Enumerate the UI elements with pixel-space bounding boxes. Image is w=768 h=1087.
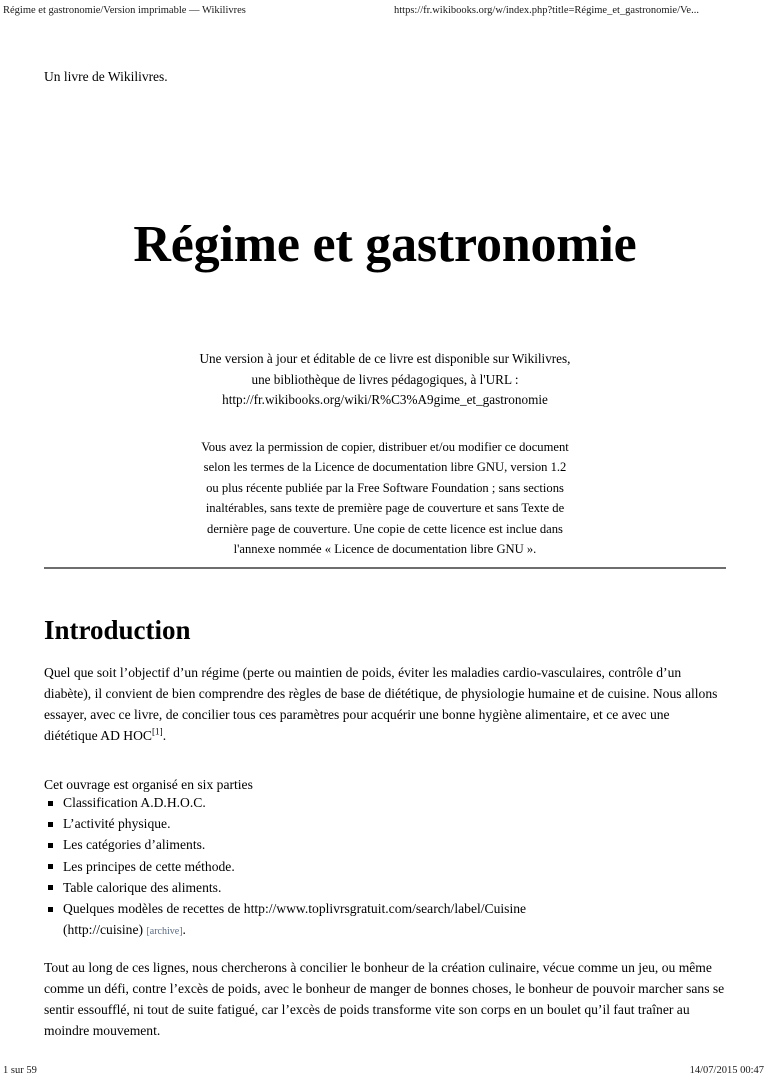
byline: Un livre de Wikilivres.: [44, 69, 168, 84]
license-line-4: inaltérables, sans texte de première page de couverture et sans Texte de: [205, 501, 565, 516]
page-indicator: 1 sur 59: [3, 1065, 37, 1076]
footnote-reference-1[interactable]: [1]: [151, 726, 163, 737]
running-head-url: https://fr.wikibooks.org/w/index.php?title=Régime_et_gastronomie/Ve...: [394, 5, 699, 16]
running-head: [0, 4, 768, 20]
list-item-label: Les principes de cette méthode.: [63, 858, 235, 874]
paragraph-introduction-text: Quel que soit l’objectif d’un régime (perte ou maintien de poids, éviter les maladies cardio-vasculaires, contrôle d’un diabète), il convient de bien comprendre des règles de base de diététique, de physiologie humaine et de cuisine. Nous allons essayer, avec ce livre, de concilier tous ces paramètres pour acquérir une bonne hygiène alimentaire, et ce avec une diététique AD HOC: [44, 664, 718, 744]
list-item-label: Table calorique des aliments.: [63, 879, 222, 895]
paragraph-introduction: [44, 662, 726, 747]
license-notice: [44, 437, 726, 559]
square-bullet-icon: [48, 907, 53, 912]
list-item-label: L’activité physique.: [63, 816, 171, 832]
section-heading-introduction: Introduction: [44, 615, 191, 646]
list-item: [44, 877, 726, 898]
page-title: Régime et gastronomie: [133, 215, 637, 273]
list-item: [44, 834, 726, 855]
horizontal-divider: [44, 567, 726, 569]
list-item-sub: [63, 919, 726, 942]
availability-notice: [44, 349, 726, 411]
parts-list: [44, 792, 726, 942]
availability-line-2: une bibliothèque de livres pédagogiques, à l'URL :: [251, 371, 519, 387]
square-bullet-icon: [48, 885, 53, 890]
license-line-6: l'annexe nommée « Licence de documentation libre GNU ».: [233, 542, 537, 557]
availability-line-1: Une version à jour et éditable de ce livre est disponible sur Wikilivres,: [199, 351, 571, 366]
list-item-label: Classification A.D.H.O.C.: [63, 795, 206, 810]
paragraph-introduction-tail: .: [162, 728, 167, 744]
square-bullet-icon: [48, 822, 53, 827]
square-bullet-icon: [48, 843, 53, 848]
square-bullet-icon: [48, 864, 53, 869]
list-item-label: Quelques modèles de recettes de http://www.toplivrsgratuit.com/search/label/Cuisine: [63, 901, 527, 917]
running-foot: [0, 1064, 768, 1080]
list-item: [44, 898, 726, 942]
archive-link[interactable]: [archive]: [146, 926, 183, 938]
list-item-label: Les catégories d’aliments.: [63, 837, 206, 853]
paragraph-organisation: Cet ouvrage est organisé en six parties: [44, 776, 253, 792]
license-line-3: ou plus récente publiée par la Free Software Foundation ; sans sections: [206, 480, 564, 495]
list-item: [44, 856, 726, 877]
list-item: [44, 792, 726, 813]
paragraph-final: Tout au long de ces lignes, nous chercherons à concilier le bonheur de la création culinaire, vécue comme un jeu, ou même comme un défi, contre l’excès de poids, avec le bonheur de manger de bonnes choses, le bonheur de pouvoir marcher sans se sentir essoufflé, ni tout de suite fatigué, car l’excès de poids transforme vite son corps en un boulet qu’il faut traîner au moindre mouvement.: [44, 959, 725, 1039]
license-line-2: selon les termes de la Licence de documentation libre GNU, version 1.2: [203, 460, 567, 475]
running-head-title: Régime et gastronomie/Version imprimable — Wikilivres: [3, 5, 246, 16]
availability-url: http://fr.wikibooks.org/wiki/R%C3%A9gime_et_gastronomie: [222, 392, 548, 407]
license-line-5: dernière page de couverture. Une copie de cette licence est inclue dans: [207, 521, 563, 536]
license-line-1: Vous avez la permission de copier, distribuer et/ou modifier ce document: [201, 440, 569, 454]
list-item-sub-tail: .: [182, 922, 186, 938]
print-timestamp: 14/07/2015 00:47: [689, 1065, 764, 1076]
list-item: [44, 813, 726, 834]
square-bullet-icon: [48, 801, 53, 806]
list-item-sub-url: (http://cuisine): [63, 922, 147, 938]
